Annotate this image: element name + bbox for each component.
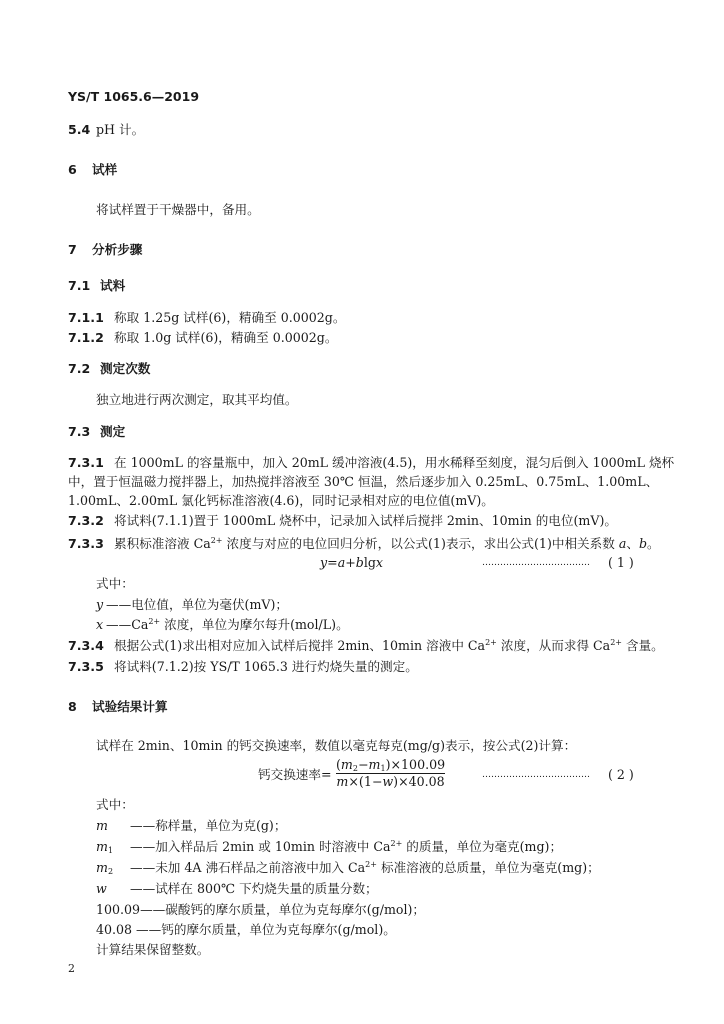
where-x — [96, 617, 349, 633]
where-m — [96, 818, 286, 834]
section-7-2-body: 独立地进行两次测定，取其平均值。 — [96, 392, 298, 407]
clause-text: 称取 1.0g 试样(6)，精确至 0.0002g。 — [114, 330, 338, 345]
clause-text: pH 计。 — [96, 122, 145, 137]
definition: 的质量，单位为毫克(mg)； — [402, 839, 563, 854]
equation-1-number: ( 1 ) — [608, 555, 634, 570]
section-title: 分析步骤 — [92, 242, 143, 257]
text-run: 浓度，从而求得 Ca — [496, 638, 611, 653]
where-y — [96, 597, 288, 613]
symbol-m: m — [96, 818, 108, 833]
section-8-heading — [68, 699, 168, 715]
clause-5-4 — [68, 122, 144, 138]
where-label: 式中： — [96, 797, 134, 812]
equation-2-fraction — [336, 758, 445, 789]
section-title: 试样 — [92, 162, 118, 177]
clause-number: 5.4 — [68, 122, 91, 137]
symbol-m: m — [340, 757, 353, 772]
plus-sign: + — [345, 555, 356, 570]
text-run: 。 — [647, 536, 660, 551]
section-title: 测定 — [100, 424, 126, 439]
definition: 标准溶液的总质量，单位为毫克(mg)； — [376, 860, 600, 875]
definition: ——试样在 800℃ 下灼烧失量的质量分数； — [130, 881, 378, 896]
symbol-m1 — [96, 839, 130, 855]
definition: ——Ca — [106, 617, 149, 632]
text-run: )×100.09 — [385, 757, 446, 772]
document-code: YS/T 1065.6—2019 — [68, 89, 200, 104]
symbol-y: y — [96, 597, 104, 612]
section-number: 6 — [68, 162, 77, 177]
clause-number: 7.1.2 — [68, 330, 104, 345]
clause-7-3-3 — [68, 536, 660, 552]
subscript: 2 — [352, 764, 358, 773]
rounding-note: 计算结果保留整数。 — [96, 942, 210, 957]
where-ca-molar-mass: 40.08 ——钙的摩尔质量，单位为克每摩尔(g/mol)。 — [96, 922, 396, 937]
section-6-heading — [68, 162, 117, 178]
section-6-body: 将试样置于干燥器中，备用。 — [96, 202, 260, 217]
definition: ——加入样品后 2min 或 10min 时溶液中 Ca — [130, 839, 391, 854]
section-8-body: 试样在 2min、10min 的钙交换速率，数值以毫克每克(mg/g)表示，按公式(2)计算： — [96, 738, 577, 753]
clause-7-3-1-line-3: 1.00mL、2.00mL 氯化钙标准溶液(4.6)，同时记录相对应的电位值(mV)。 — [68, 493, 494, 508]
clause-7-3-5 — [68, 659, 418, 675]
symbol-m: m — [336, 774, 349, 789]
subscript: 1 — [107, 846, 114, 855]
fraction-numerator — [336, 758, 445, 772]
clause-7-3-1-line-2: 中，置于恒温磁力搅拌器上，加热搅拌溶液至 30℃ 恒温，然后逐步加入 0.25mL、0.75mL、1.00mL、 — [68, 474, 659, 489]
superscript: 2+ — [610, 638, 622, 647]
clause-text: 将试料(7.1.2)按 YS/T 1065.3 进行灼烧失量的测定。 — [114, 659, 418, 674]
section-7-3-heading — [68, 424, 125, 440]
text-run: ( — [336, 757, 341, 772]
text-run: ×(1− — [348, 774, 383, 789]
superscript: 2+ — [148, 617, 161, 626]
text-run: 含量。 — [621, 638, 664, 653]
where-w — [96, 881, 378, 897]
section-number: 7.2 — [68, 361, 91, 376]
fraction-denominator — [336, 775, 445, 789]
log-operator: lg — [363, 555, 376, 570]
equation-2-number: ( 2 ) — [608, 767, 634, 782]
symbol-w: w — [96, 881, 107, 896]
section-number: 8 — [68, 699, 77, 714]
symbol-w: w — [382, 774, 394, 789]
equation-2-leader: ……………………………… — [482, 770, 590, 780]
equation-1-leader: ……………………………… — [482, 558, 590, 568]
clause-number: 7.3.2 — [68, 513, 104, 528]
clause-7-1-2 — [68, 330, 337, 346]
symbol-x: x — [96, 617, 104, 632]
symbol-b: b — [355, 555, 364, 570]
text-run: 累积标准溶液 Ca — [114, 536, 211, 551]
superscript: 2+ — [390, 839, 403, 848]
section-number: 7.1 — [68, 278, 91, 293]
symbol-x: x — [375, 555, 384, 570]
definition: ——电位值，单位为毫伏(mV)； — [106, 597, 288, 612]
symbol-y: y — [320, 555, 328, 570]
clause-number: 7.1.1 — [68, 310, 104, 325]
clause-number: 7.3.4 — [68, 638, 104, 653]
where-m2 — [96, 860, 600, 876]
clause-number: 7.3.5 — [68, 659, 104, 674]
definition: ——未加 4A 沸石样品之前溶液中加入 Ca — [130, 860, 366, 875]
clause-text: 称取 1.25g 试样(6)，精确至 0.0002g。 — [114, 310, 346, 325]
superscript: 2+ — [210, 536, 223, 545]
section-number: 7 — [68, 242, 77, 257]
definition: 浓度，单位为摩尔每升(mol/L)。 — [160, 617, 349, 632]
clause-number: 7.3.1 — [68, 455, 104, 470]
page-number: 2 — [68, 962, 75, 975]
symbol-a: a — [337, 555, 346, 570]
symbol-m: m — [96, 860, 108, 875]
section-title: 测定次数 — [100, 361, 151, 376]
clause-text: 将试料(7.1.1)置于 1000mL 烧杯中，记录加入试样后搅拌 2min、10min 的电位(mV)。 — [114, 513, 617, 528]
text-run: 、 — [626, 536, 639, 551]
where-m1 — [96, 839, 562, 855]
symbol-m: m — [96, 839, 108, 854]
where-caco3-molar-mass: 100.09——碳酸钙的摩尔质量，单位为克每摩尔(g/mol)； — [96, 902, 426, 917]
clause-text: 在 1000mL 的容量瓶中，加入 20mL 缓冲溶液(4.5)，用水稀释至刻度，混匀后倒入 1000mL 烧杯 — [114, 455, 675, 470]
section-7-2-heading — [68, 361, 150, 377]
equation-2-lhs: 钙交换速率= — [258, 767, 332, 782]
text-run: 根据公式(1)求出相对应加入试样后搅拌 2min、10min 溶液中 Ca — [114, 638, 486, 653]
section-title: 试验结果计算 — [92, 699, 168, 714]
symbol-m2 — [96, 860, 130, 876]
clause-7-1-1 — [68, 310, 345, 326]
superscript: 2+ — [365, 860, 377, 869]
symbol-b: b — [638, 536, 647, 551]
definition: ——称样量，单位为克(g)； — [130, 818, 287, 833]
clause-7-3-4 — [68, 638, 664, 654]
minus-sign: − — [357, 757, 369, 772]
equals-sign: = — [327, 555, 338, 570]
equation-1 — [320, 555, 383, 571]
clause-7-3-1-line-1 — [68, 455, 674, 471]
section-7-heading — [68, 242, 142, 258]
subscript: 2 — [107, 867, 114, 876]
section-title: 试料 — [100, 278, 126, 293]
section-7-1-heading — [68, 278, 125, 294]
text-run: )×40.08 — [393, 774, 445, 789]
text-run: 浓度与对应的电位回归分析，以公式(1)表示，求出公式(1)中相关系数 — [222, 536, 619, 551]
superscript: 2+ — [485, 638, 497, 647]
symbol-a: a — [618, 536, 627, 551]
subscript: 1 — [380, 764, 386, 773]
clause-7-3-2 — [68, 513, 617, 529]
section-number: 7.3 — [68, 424, 91, 439]
symbol-m: m — [368, 757, 381, 772]
clause-number: 7.3.3 — [68, 536, 104, 551]
where-label: 式中： — [96, 576, 134, 591]
